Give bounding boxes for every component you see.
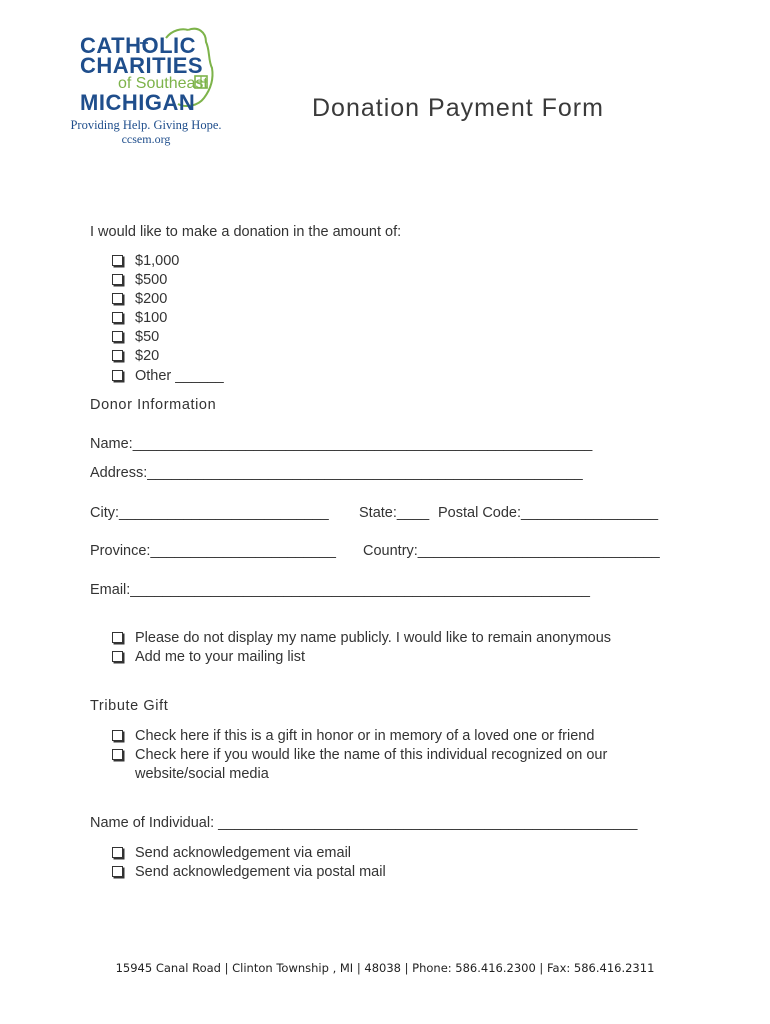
option-label: Add me to your mailing list [135,649,306,665]
option-label: Send acknowledgement via email [135,845,352,861]
checkbox[interactable] [112,730,123,741]
donation-prompt: I would like to make a donation in the amount of: [90,224,402,240]
checkbox[interactable] [112,350,123,361]
tribute-heading: Tribute Gift [90,698,169,714]
option-label: Check here if you would like the name of this individual recognized on our website/social media [135,747,608,782]
donation-option-other[interactable] [112,367,224,386]
checkbox[interactable] [112,331,123,342]
checkbox[interactable] [112,866,123,877]
checkbox[interactable] [112,293,123,304]
individual-name-field[interactable]: Name of Individual: ____________________________________________________ [90,815,638,831]
anonymous-option[interactable] [112,629,611,648]
checkbox[interactable] [112,274,123,285]
donation-option-200[interactable] [112,290,167,309]
option-label: $100 [135,310,168,326]
logo-line-catholic: CATHOLIC [80,33,197,58]
tribute-honor-option[interactable] [112,727,594,746]
logo-line-charities: CHARITIES [80,53,204,78]
option-label: $20 [135,348,160,364]
donation-option-20[interactable] [112,347,159,366]
option-label: $50 [135,329,160,345]
country-field[interactable]: Country:______________________________ [363,543,660,559]
donation-option-50[interactable] [112,328,159,347]
donation-option-1000[interactable] [112,252,179,271]
province-field[interactable]: Province:_______________________ [90,543,336,559]
address-field[interactable]: Address:______________________________________________________ [90,465,583,481]
logo-line-michigan: MICHIGAN [80,90,196,115]
postal-code-field[interactable]: Postal Code:_________________ [438,505,659,521]
email-field[interactable]: Email:_________________________________________________________ [90,582,590,598]
ack-email-option[interactable] [112,844,351,863]
state-field[interactable]: State:____ [359,505,430,521]
option-label: $1,000 [135,253,180,269]
checkbox[interactable] [112,255,123,266]
ack-mail-option[interactable] [112,863,386,882]
page-title: Donation Payment Form [312,94,604,122]
donor-heading: Donor Information [90,397,217,413]
checkbox[interactable] [112,632,123,643]
donation-option-100[interactable] [112,309,167,328]
checkbox[interactable] [112,749,123,760]
option-label: Other ______ [135,368,224,384]
donation-option-500[interactable] [112,271,167,290]
checkbox[interactable] [112,370,123,381]
checkbox[interactable] [112,651,123,662]
option-label: $500 [135,272,168,288]
option-label: Check here if this is a gift in honor or in memory of a loved one or friend [135,728,595,744]
mailing-list-option[interactable] [112,648,305,667]
tribute-recognize-option[interactable] [112,746,642,784]
option-label: Please do not display my name publicly. I would like to remain anonymous [135,630,612,646]
logo-tagline: Providing Help. Giving Hope. [70,118,222,132]
footer-contact: 15945 Canal Road | Clinton Township , MI | 48038 | Phone: 586.416.2300 | Fax: 586.416.2311 [115,961,655,975]
logo-line-southeast: of Southeast [118,75,208,92]
logo-url: ccsem.org [121,132,171,146]
option-label: $200 [135,291,168,307]
checkbox[interactable] [112,847,123,858]
city-field[interactable]: City:__________________________ [90,505,329,521]
option-label: Send acknowledgement via postal mail [135,864,386,880]
checkbox[interactable] [112,312,123,323]
name-field[interactable]: Name:_________________________________________________________ [90,436,593,452]
